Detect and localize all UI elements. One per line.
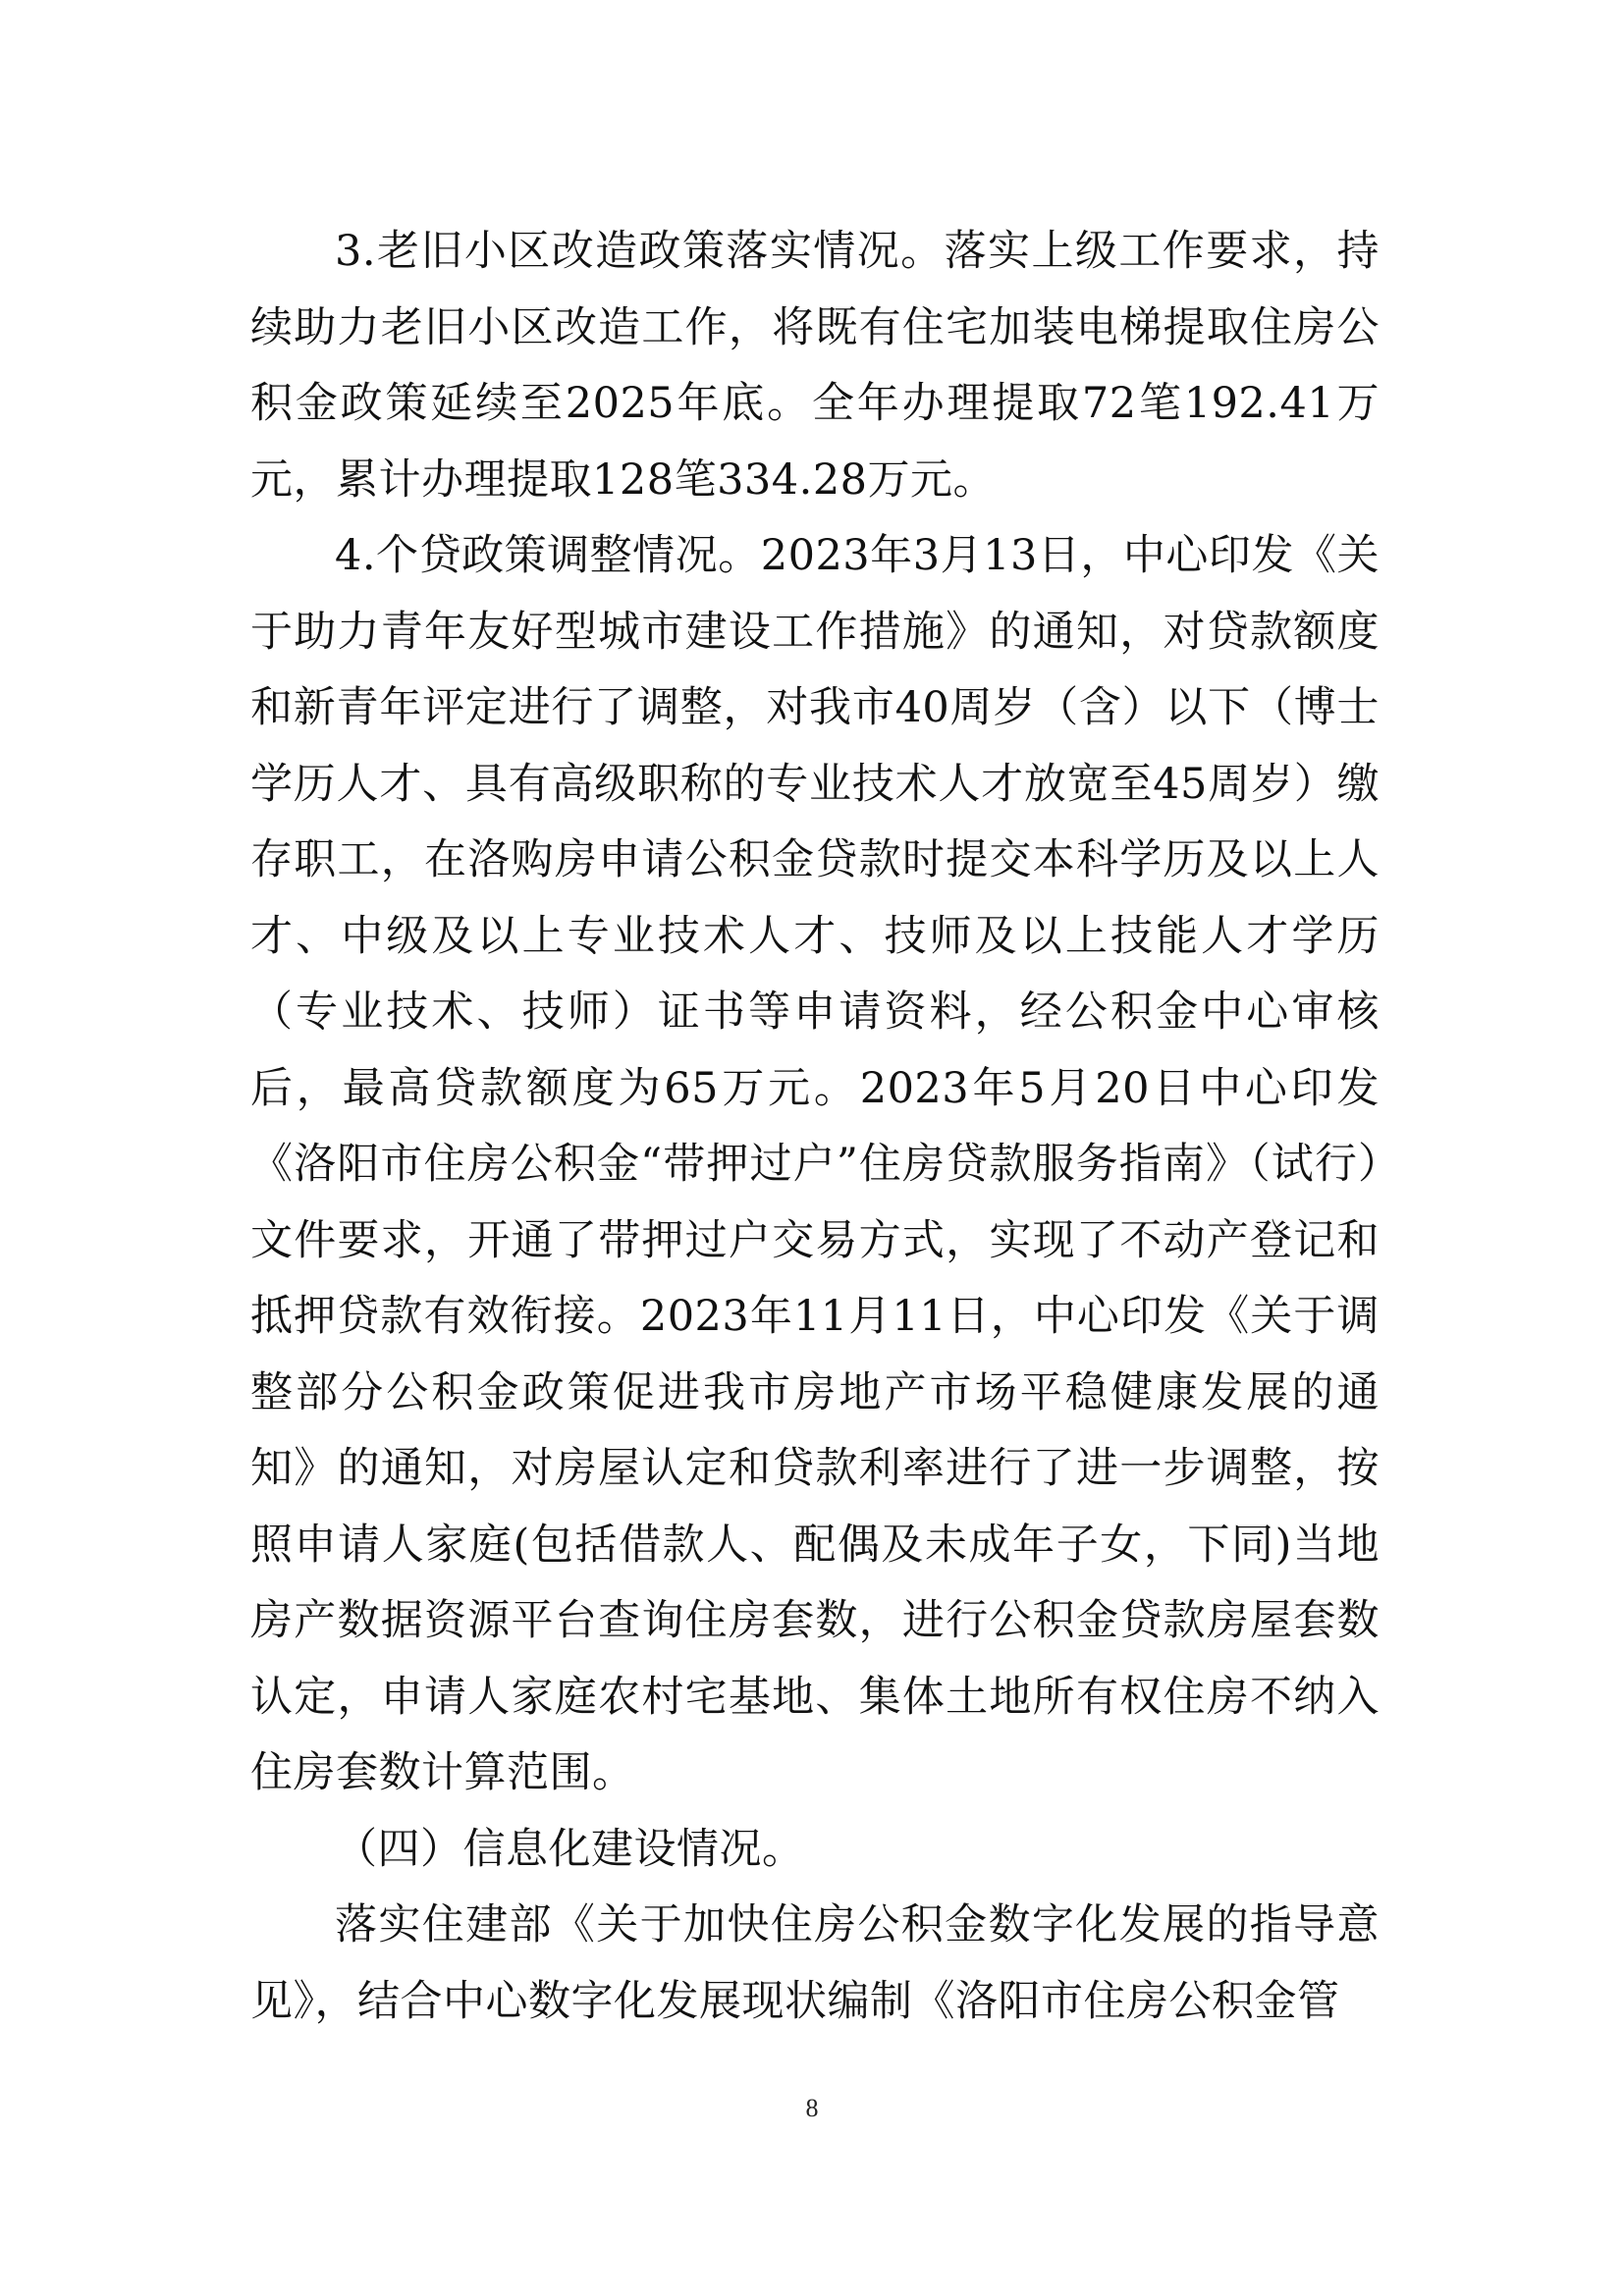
document-body [250, 214, 1380, 2040]
section-heading-informatization: （四）信息化建设情况。 [335, 1824, 805, 1874]
paragraph-digital-development: 落实住建部《关于加快住房公积金数字化发展的指导意见》，结合中心数字化发展现状编制《洛阳市住房公积金管 [250, 1900, 1380, 2026]
paragraph-old-community-renovation: 3.老旧小区改造政策落实情况。落实上级工作要求，持续助力老旧小区改造工作，将既有住宅加装电梯提取住房公积金政策延续至2025年底。全年办理提取72笔192.41万元，累计办理提取128笔334.28万元。 [250, 227, 1380, 505]
page-number: 8 [805, 2094, 819, 2122]
paragraph-loan-policy-adjustment: 4.个贷政策调整情况。2023年3月13日，中心印发《关于助力青年友好型城市建设工作措施》的通知，对贷款额度和新青年评定进行了调整，对我市40周岁（含）以下（博士学历人才、具有高级职称的专业技术人才放宽至45周岁）缴存职工，在洛购房申请公积金贷款时提交本科学历及以上人才、中级及以上专业技术人才、技师及以上技能人才学历（专业技术、技师）证书等申请资料，经公积金中心审核后，最高贷款额度为65万元。2023年5月20日中心印发《洛阳市住房公积金“带押过户”住房贷款服务指南》（试行）文件要求，开通了带押过户交易方式，实现了不动产登记和抵押贷款有效衔接。2023年11月11日，中心印发《关于调整部分公积金政策促进我市房地产市场平稳健康发展的通知》的通知，对房屋认定和贷款利率进行了进一步调整，按照申请人家庭(包括借款人、配偶及未成年子女，下同)当地房产数据资源平台查询住房套数，进行公积金贷款房屋套数认定，申请人家庭农村宅基地、集体土地所有权住房不纳入住房套数计算范围。 [250, 531, 1380, 1797]
